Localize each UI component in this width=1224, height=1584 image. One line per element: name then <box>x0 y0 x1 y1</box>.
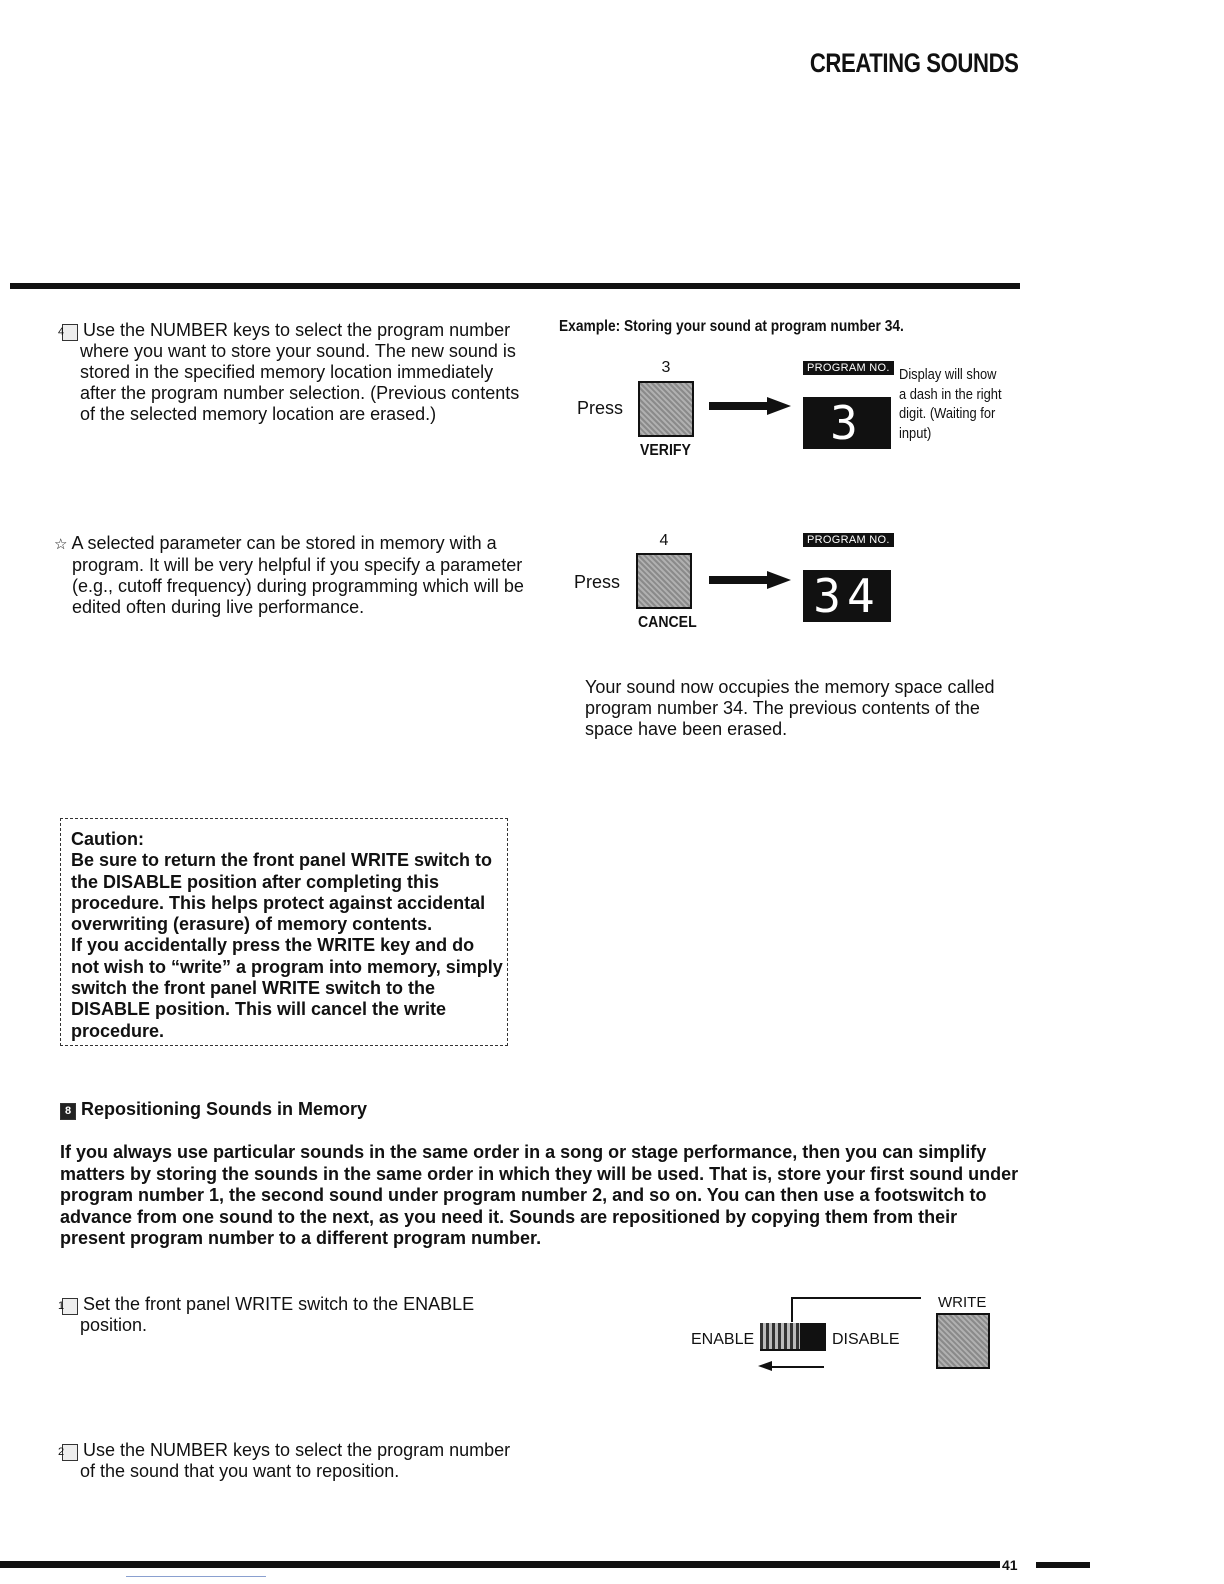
bottom-rule <box>0 1561 1000 1568</box>
tip-note <box>54 533 528 618</box>
section-number-badge: 8 <box>60 1103 76 1120</box>
caution-heading: Caution: <box>71 829 144 849</box>
press-label: Press <box>574 572 621 592</box>
program-display: 3 - <box>803 397 891 449</box>
example-result: Your sound now occupies the memory space called program number 34. The previous contents of the space have been erased. <box>585 677 995 739</box>
arrow-head-icon <box>767 397 791 415</box>
arrow-right-icon <box>709 576 769 584</box>
write-key[interactable] <box>936 1313 990 1369</box>
page-number: 41 <box>1002 1557 1018 1573</box>
write-switch-diagram <box>690 1293 1000 1383</box>
section-heading <box>60 1099 367 1120</box>
bottom-rule <box>1036 1562 1090 1568</box>
arrow-left-head-icon <box>758 1361 772 1371</box>
bracket-line <box>791 1297 921 1299</box>
key-number: 3 <box>661 359 671 376</box>
bracket-line <box>791 1298 793 1322</box>
step-2-text: Use the NUMBER keys to select the program number of the sound that you want to reposition. <box>80 1440 511 1481</box>
program-no-label: PROGRAM NO. <box>803 533 894 547</box>
arrow-left-icon <box>772 1366 824 1368</box>
caution-box <box>60 818 508 1046</box>
arrow-right-icon <box>709 402 769 410</box>
key-label: CANCEL <box>638 614 697 631</box>
star-icon: ☆ <box>54 536 68 553</box>
press-label: Press <box>577 398 624 418</box>
step-number-badge: 4 <box>62 324 78 341</box>
step-4 <box>57 320 530 425</box>
program-display: 34 <box>803 570 891 622</box>
step-4-text: Use the NUMBER keys to select the program number where you want to store your sound. The new sound is stored in the specified memory location immediately after the program number selection. (Previous contents of the selected memory location are erased.) <box>80 320 520 424</box>
step-1 <box>57 1294 530 1336</box>
enable-label: ENABLE <box>691 1331 755 1348</box>
write-label: WRITE <box>938 1294 987 1311</box>
key-label: VERIFY <box>640 442 691 459</box>
page-header-title: CREATING SOUNDS <box>810 48 1019 78</box>
switch-knob[interactable] <box>760 1323 800 1349</box>
tip-text: A selected parameter can be stored in memory with a program. It will be very helpful if you specify a parameter (e.g., cutoff frequency) during programming which will be edited often during live performance. <box>71 533 524 617</box>
caution-text: If you accidentally press the WRITE key and do not wish to “write” a program into memory, simply switch the front panel WRITE switch to the DISABLE position. This will cancel the write procedure. <box>71 935 503 1041</box>
key-number: 4 <box>659 532 669 549</box>
program-no-label: PROGRAM NO. <box>803 361 894 375</box>
step-1-text: Set the front panel WRITE switch to the ENABLE position. <box>80 1294 475 1335</box>
top-rule <box>10 283 1020 289</box>
section-heading-text: Repositioning Sounds in Memory <box>81 1099 368 1119</box>
section-intro: If you always use particular sounds in the same order in a song or stage performance, then you can simplify matters by storing the sounds in the same order in which they will be used. That is, store your first sound under program number 1, the second sound under program number 2, and so on. You can then use a footswitch to advance from one sound to the next, as you need it. Sounds are repositioned by copying them from their present program number to a different program number. <box>60 1142 1019 1248</box>
disable-label: DISABLE <box>832 1331 900 1348</box>
step-number-badge: 2 <box>62 1444 78 1461</box>
divider <box>126 1576 266 1577</box>
step-number-badge: 1 <box>62 1298 78 1315</box>
example-title: Example: Storing your sound at program number 34. <box>559 318 904 335</box>
cancel-key[interactable] <box>636 553 692 609</box>
arrow-head-icon <box>767 571 791 589</box>
display-note: Display will show a dash in the right digit. (Waiting for input) <box>899 366 1002 442</box>
step-2 <box>57 1440 530 1482</box>
caution-text: Be sure to return the front panel WRITE switch to the DISABLE position after completing this procedure. This helps protect against accidental overwriting (erasure) of memory contents. <box>71 850 493 935</box>
verify-key[interactable] <box>638 381 694 437</box>
